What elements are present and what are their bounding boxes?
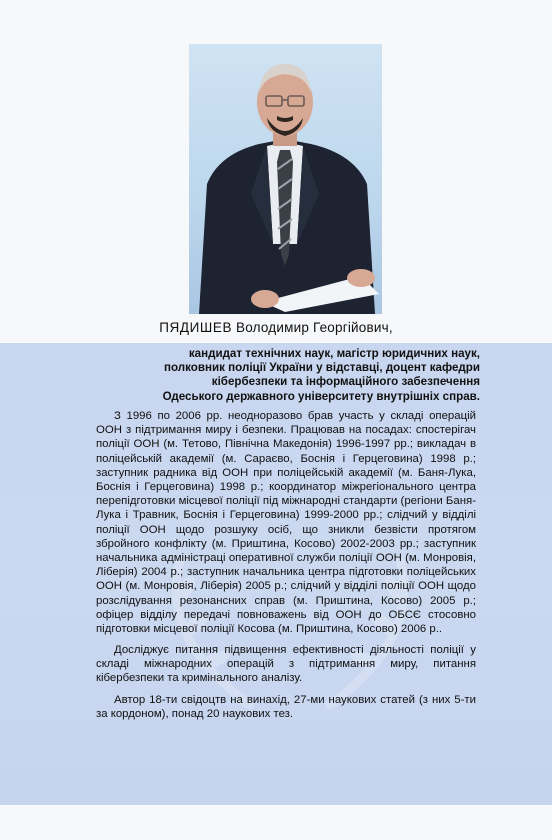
publications-paragraph: Автор 18-ти свідоцтв на винахід, 27-ми наукових статей (з них 5-ти за кордоном), понад 20 наукових тез. (96, 694, 476, 721)
person-given-names: Володимир Георгійович, (236, 320, 393, 335)
person-surname: ПЯДИШЕВ (159, 320, 233, 335)
title-line: кандидат технічних наук, магістр юридичних наук, (188, 347, 480, 360)
title-line: кібербезпеки та інформаційного забезпечення (211, 375, 480, 389)
bottom-background (0, 805, 552, 840)
person-name (0, 320, 552, 335)
portrait-photo (189, 44, 382, 314)
career-paragraph: З 1996 по 2006 рр. неодноразово брав участь у складі операцій ООН з підтримання миру і безпеки. Працював на посадах: спостерігач поліції ООН (м. Тетово, Північна Македонія) 1996-1997 рр.; викладач в поліцейській академії (м. Сараєво, Боснія і Герцеговина) 1998 р.; заступник радника від ООН при поліцейській академії (м. Баня-Лука, Боснія і Герцеговина) 1998 р.; координатор міжрегіонального центра перепідготовки місцевої поліції під міжнародні стандарти (регіони Баня-Лука і Травник, Боснія і Герцеговина) 1999-2000 рр.; слідчий у відділі поліції ООН щодо розшуку осіб, що зникли безвісти протягом збройного конфлікту (м. Приштина, Косово) 2002-2003 рр.; заступник начальника адміністраці оперативної служби поліції ООН (м. Монровія, Ліберія) 2004 р.; заступник начальника центра підготовки поліцейських ООН (м. Монровія, Ліберія) 2005 р.; слідчий у відділі поліції ООН щодо розслідування резонансних справ (м. Приштина, Косово) 2005 р.; офіцер відділу передачі повноважень від ООН до ОБСЄ стосовно підготовки місцевої поліції Косова (м. Приштина, Косово) 2006 р.. (96, 410, 476, 636)
title-line: полковник поліції України у відставці, доцент кафедри (164, 361, 480, 375)
title-line: Одеського державного університету внутрішніх справ. (162, 389, 480, 403)
person-titles (96, 347, 480, 404)
research-paragraph: Досліджує питання підвищення ефективності діяльності поліції у складі міжнародних операцій з підтримання миру, питання кібербезпеки та кримінального аналізу. (96, 644, 476, 685)
